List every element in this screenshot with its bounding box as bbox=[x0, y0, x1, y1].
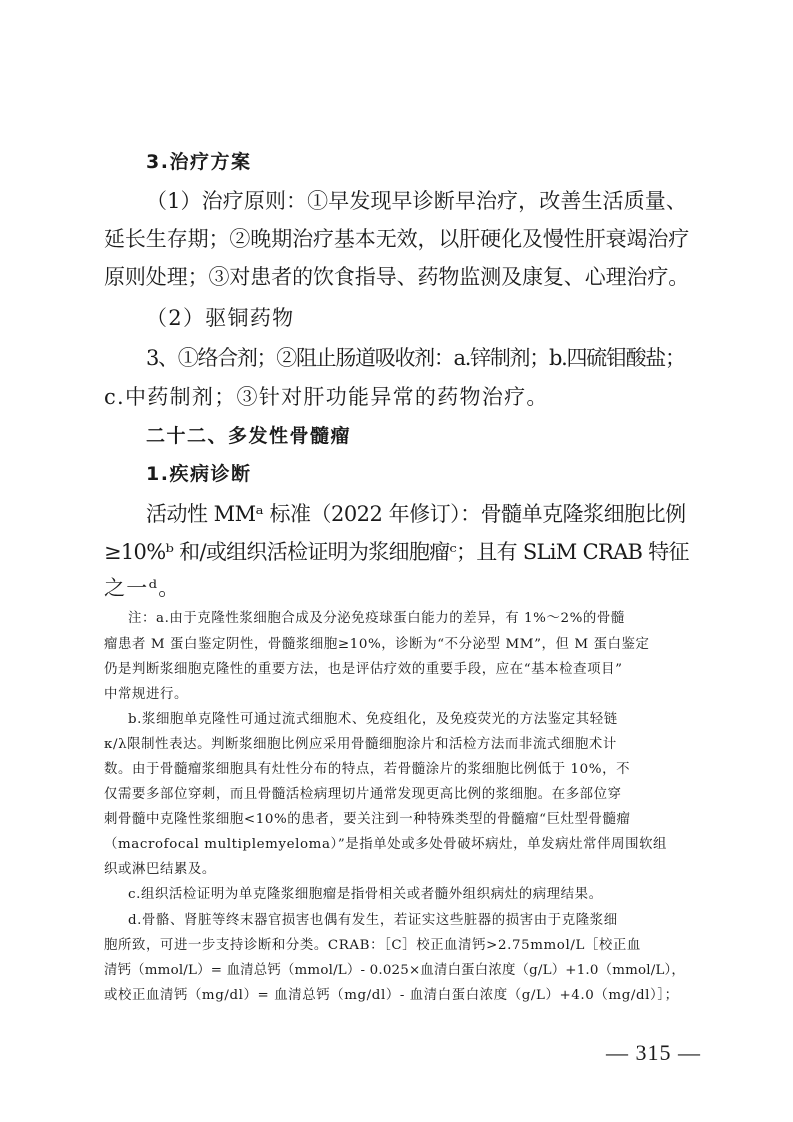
note-b-line-7: 织或淋巴结累及。 bbox=[104, 862, 216, 877]
note-b-line-2: κ/λ限制性表达。判断浆细胞比例应采用骨髓细胞涂片和活检方法而非流式细胞术计 bbox=[104, 737, 617, 752]
note-b-line-5: 刺骨髓中克隆性浆细胞<10%的患者，要关注到一种特殊类型的骨髓瘤“巨灶型骨髓瘤 bbox=[104, 812, 631, 827]
copper-chelation-heading: （2）驱铜药物 bbox=[146, 306, 295, 330]
treatment-principle-line-2: 延长生存期；②晚期治疗基本无效，以肝硬化及慢性肝衰竭治疗 bbox=[104, 227, 690, 251]
note-d-line-1: d.骨骼、肾脏等终末器官损害也偶有发生，若证实这些脏器的损害由于克隆浆细 bbox=[128, 913, 618, 928]
note-d-line-4: 或校正血清钙（mg/dl）= 血清总钙（mg/dl）- 血清白蛋白浓度（g/L）+4.0（mg/dl）］； bbox=[104, 988, 679, 1003]
treatment-principle-line-1: （1）治疗原则：①早发现早诊断早治疗，改善生活质量、 bbox=[146, 189, 687, 213]
criteria-line-1: 活动性 MMᵃ 标准（2022 年修订）：骨髓单克隆浆细胞比例 bbox=[146, 502, 686, 526]
note-c-line-1: c.组织活检证明为单克隆浆细胞瘤是指骨相关或者髓外组织病灶的病理结果。 bbox=[128, 887, 603, 902]
note-b-line-6: （macrofocal multiplemyeloma）”是指单处或多处骨破坏病灶，单发病灶常伴周围软组 bbox=[104, 837, 668, 852]
section-heading-treatment-plan: 3.治疗方案 bbox=[146, 151, 252, 173]
note-b-line-3: 数。由于骨髓瘤浆细胞具有灶性分布的特点，若骨髓涂片的浆细胞比例低于 10%，不 bbox=[104, 762, 631, 777]
note-a-line-4: 中常规进行。 bbox=[104, 687, 188, 702]
note-a-line-1: 注：a.由于克隆性浆细胞合成及分泌免疫球蛋白能力的差异，有 1%～2%的骨髓 bbox=[128, 611, 625, 626]
criteria-line-3: 之一ᵈ。 bbox=[104, 576, 181, 600]
page-number: — 315 — bbox=[606, 1040, 701, 1065]
note-d-line-3: 清钙（mmol/L）= 血清总钙（mmol/L）- 0.025×血清白蛋白浓度（g/L）+1.0（mmol/L）， bbox=[104, 963, 686, 978]
note-b-line-4: 仅需要多部位穿刺，而且骨髓活检病理切片通常发现更高比例的浆细胞。在多部位穿 bbox=[104, 787, 622, 802]
chapter-title-multiple-myeloma: 二十二、多发性骨髓瘤 bbox=[146, 425, 352, 447]
criteria-line-2: ≥10%ᵇ 和/或组织活检证明为浆细胞瘤ᶜ；且有 SLiM CRAB 特征 bbox=[104, 540, 689, 564]
note-b-line-1: b.浆细胞单克隆性可通过流式细胞术、免疫组化，及免疫荧光的方法鉴定其轻链 bbox=[128, 712, 618, 727]
drug-list-line-1: 3、①络合剂；②阻止肠道吸收剂：a.锌制剂；b.四硫钼酸盐； bbox=[146, 346, 685, 370]
note-d-line-2: 胞所致，可进一步支持诊断和分类。CRAB：［C］校正血清钙>2.75mmol/L［校正血 bbox=[104, 938, 641, 953]
subheading-diagnosis: 1.疾病诊断 bbox=[146, 463, 252, 485]
note-a-line-2: 瘤患者 M 蛋白鉴定阴性，骨髓浆细胞≥10%，诊断为“不分泌型 MM”，但 M 蛋白鉴定 bbox=[104, 637, 650, 652]
drug-list-line-2: c.中药制剂；③针对肝功能异常的药物治疗。 bbox=[104, 385, 549, 409]
note-a-line-3: 仍是判断浆细胞克隆性的重要方法，也是评估疗效的重要手段，应在“基本检查项目” bbox=[104, 662, 623, 677]
treatment-principle-line-3: 原则处理；③对患者的饮食指导、药物监测及康复、心理治疗。 bbox=[104, 265, 690, 289]
